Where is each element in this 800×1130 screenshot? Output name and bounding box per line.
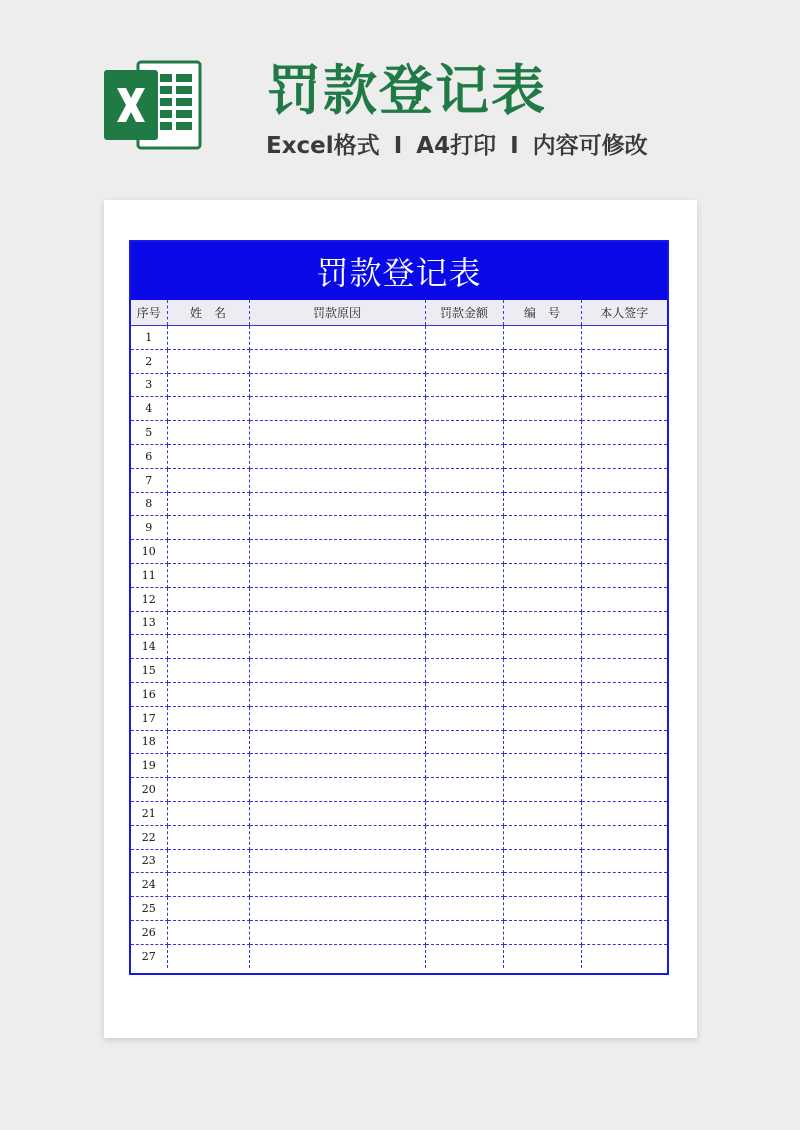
name-cell[interactable] xyxy=(167,659,249,683)
table-row xyxy=(131,897,667,921)
number-cell[interactable] xyxy=(503,349,581,373)
reason-cell[interactable] xyxy=(249,825,425,849)
table-frame xyxy=(129,240,669,975)
amount-cell[interactable] xyxy=(425,492,503,516)
row-index: 24 xyxy=(131,873,167,897)
reason-cell[interactable] xyxy=(249,754,425,778)
amount-cell[interactable] xyxy=(425,825,503,849)
table-row xyxy=(131,611,667,635)
row-index: 4 xyxy=(131,397,167,421)
number-cell[interactable] xyxy=(503,873,581,897)
number-cell[interactable] xyxy=(503,540,581,564)
page-title: 罚款登记表 xyxy=(267,59,547,122)
number-cell[interactable] xyxy=(503,706,581,730)
row-index: 7 xyxy=(131,468,167,492)
table-row xyxy=(131,635,667,659)
name-cell[interactable] xyxy=(167,492,249,516)
amount-cell[interactable] xyxy=(425,754,503,778)
amount-cell[interactable] xyxy=(425,682,503,706)
number-cell[interactable] xyxy=(503,421,581,445)
reason-cell[interactable] xyxy=(249,563,425,587)
signature-cell[interactable] xyxy=(581,563,667,587)
number-cell[interactable] xyxy=(503,659,581,683)
row-index: 2 xyxy=(131,349,167,373)
signature-cell[interactable] xyxy=(581,944,667,967)
name-cell[interactable] xyxy=(167,540,249,564)
name-cell[interactable] xyxy=(167,849,249,873)
reason-cell[interactable] xyxy=(249,801,425,825)
reason-cell[interactable] xyxy=(249,706,425,730)
signature-cell[interactable] xyxy=(581,754,667,778)
reason-cell[interactable] xyxy=(249,659,425,683)
row-index: 1 xyxy=(131,326,167,350)
number-cell[interactable] xyxy=(503,444,581,468)
signature-cell[interactable] xyxy=(581,897,667,921)
table-row xyxy=(131,540,667,564)
name-cell[interactable] xyxy=(167,326,249,350)
table-row xyxy=(131,516,667,540)
number-cell[interactable] xyxy=(503,587,581,611)
signature-cell[interactable] xyxy=(581,540,667,564)
amount-cell[interactable] xyxy=(425,421,503,445)
column-header-amount: 罚款金额 xyxy=(425,300,503,326)
amount-cell[interactable] xyxy=(425,944,503,967)
amount-cell[interactable] xyxy=(425,730,503,754)
name-cell[interactable] xyxy=(167,516,249,540)
name-cell[interactable] xyxy=(167,611,249,635)
name-cell[interactable] xyxy=(167,920,249,944)
reason-cell[interactable] xyxy=(249,920,425,944)
row-index: 14 xyxy=(131,635,167,659)
signature-cell[interactable] xyxy=(581,801,667,825)
row-index: 16 xyxy=(131,682,167,706)
register-table xyxy=(131,300,667,968)
page-subtitle xyxy=(266,127,648,160)
amount-cell[interactable] xyxy=(425,349,503,373)
signature-cell[interactable] xyxy=(581,587,667,611)
row-index: 6 xyxy=(131,444,167,468)
reason-cell[interactable] xyxy=(249,611,425,635)
signature-cell[interactable] xyxy=(581,373,667,397)
subtitle-separator: I xyxy=(393,133,403,159)
table-row xyxy=(131,373,667,397)
column-header-number: 编 号 xyxy=(503,300,581,326)
number-cell[interactable] xyxy=(503,730,581,754)
number-cell[interactable] xyxy=(503,920,581,944)
signature-cell[interactable] xyxy=(581,397,667,421)
reason-cell[interactable] xyxy=(249,397,425,421)
reason-cell[interactable] xyxy=(249,540,425,564)
reason-cell[interactable] xyxy=(249,421,425,445)
row-index: 3 xyxy=(131,373,167,397)
reason-cell[interactable] xyxy=(249,587,425,611)
amount-cell[interactable] xyxy=(425,635,503,659)
signature-cell[interactable] xyxy=(581,920,667,944)
reason-cell[interactable] xyxy=(249,849,425,873)
number-cell[interactable] xyxy=(503,635,581,659)
reason-cell[interactable] xyxy=(249,682,425,706)
amount-cell[interactable] xyxy=(425,326,503,350)
name-cell[interactable] xyxy=(167,349,249,373)
amount-cell[interactable] xyxy=(425,373,503,397)
amount-cell[interactable] xyxy=(425,516,503,540)
row-index: 25 xyxy=(131,897,167,921)
name-cell[interactable] xyxy=(167,778,249,802)
number-cell[interactable] xyxy=(503,373,581,397)
amount-cell[interactable] xyxy=(425,468,503,492)
table-row xyxy=(131,468,667,492)
table-row xyxy=(131,397,667,421)
number-cell[interactable] xyxy=(503,754,581,778)
amount-cell[interactable] xyxy=(425,563,503,587)
name-cell[interactable] xyxy=(167,421,249,445)
reason-cell[interactable] xyxy=(249,492,425,516)
name-cell[interactable] xyxy=(167,682,249,706)
subtitle-format: Excel格式 xyxy=(266,133,380,159)
excel-icon xyxy=(100,58,204,152)
name-cell[interactable] xyxy=(167,468,249,492)
subtitle-separator: I xyxy=(510,133,519,159)
reason-cell[interactable] xyxy=(249,635,425,659)
signature-cell[interactable] xyxy=(581,778,667,802)
number-cell[interactable] xyxy=(503,397,581,421)
row-index: 17 xyxy=(131,706,167,730)
signature-cell[interactable] xyxy=(581,682,667,706)
amount-cell[interactable] xyxy=(425,920,503,944)
signature-cell[interactable] xyxy=(581,492,667,516)
table-row xyxy=(131,730,667,754)
number-cell[interactable] xyxy=(503,492,581,516)
table-row xyxy=(131,706,667,730)
column-header-signature: 本人签字 xyxy=(581,300,667,326)
table-row xyxy=(131,659,667,683)
reason-cell[interactable] xyxy=(249,373,425,397)
column-header-index: 序号 xyxy=(131,300,167,326)
row-index: 22 xyxy=(131,825,167,849)
number-cell[interactable] xyxy=(503,468,581,492)
reason-cell[interactable] xyxy=(249,349,425,373)
signature-cell[interactable] xyxy=(581,706,667,730)
table-row xyxy=(131,778,667,802)
number-cell[interactable] xyxy=(503,611,581,635)
row-index: 10 xyxy=(131,540,167,564)
amount-cell[interactable] xyxy=(425,587,503,611)
table-row xyxy=(131,326,667,350)
table-row xyxy=(131,349,667,373)
table-row xyxy=(131,920,667,944)
row-index: 19 xyxy=(131,754,167,778)
amount-cell[interactable] xyxy=(425,611,503,635)
table-row xyxy=(131,563,667,587)
amount-cell[interactable] xyxy=(425,778,503,802)
name-cell[interactable] xyxy=(167,373,249,397)
row-index: 8 xyxy=(131,492,167,516)
number-cell[interactable] xyxy=(503,682,581,706)
row-index: 11 xyxy=(131,563,167,587)
number-cell[interactable] xyxy=(503,516,581,540)
table-row xyxy=(131,444,667,468)
table-row xyxy=(131,944,667,967)
subtitle-print: A4打印 xyxy=(416,133,497,159)
name-cell[interactable] xyxy=(167,944,249,967)
signature-cell[interactable] xyxy=(581,659,667,683)
table-row xyxy=(131,492,667,516)
table-row xyxy=(131,421,667,445)
amount-cell[interactable] xyxy=(425,849,503,873)
amount-cell[interactable] xyxy=(425,540,503,564)
name-cell[interactable] xyxy=(167,635,249,659)
row-index: 27 xyxy=(131,944,167,967)
page-header xyxy=(0,0,800,190)
reason-cell[interactable] xyxy=(249,468,425,492)
row-index: 20 xyxy=(131,778,167,802)
amount-cell[interactable] xyxy=(425,897,503,921)
table-header-row xyxy=(131,300,667,326)
table-row xyxy=(131,849,667,873)
column-header-reason: 罚款原因 xyxy=(249,300,425,326)
row-index: 5 xyxy=(131,421,167,445)
name-cell[interactable] xyxy=(167,873,249,897)
number-cell[interactable] xyxy=(503,801,581,825)
number-cell[interactable] xyxy=(503,326,581,350)
row-index: 21 xyxy=(131,801,167,825)
amount-cell[interactable] xyxy=(425,873,503,897)
name-cell[interactable] xyxy=(167,801,249,825)
name-cell[interactable] xyxy=(167,563,249,587)
signature-cell[interactable] xyxy=(581,849,667,873)
name-cell[interactable] xyxy=(167,397,249,421)
subtitle-editable: 内容可修改 xyxy=(532,133,648,159)
amount-cell[interactable] xyxy=(425,706,503,730)
name-cell[interactable] xyxy=(167,754,249,778)
name-cell[interactable] xyxy=(167,706,249,730)
row-index: 15 xyxy=(131,659,167,683)
table-row xyxy=(131,754,667,778)
number-cell[interactable] xyxy=(503,897,581,921)
signature-cell[interactable] xyxy=(581,873,667,897)
signature-cell[interactable] xyxy=(581,468,667,492)
name-cell[interactable] xyxy=(167,587,249,611)
sheet-preview xyxy=(104,200,697,1038)
signature-cell[interactable] xyxy=(581,444,667,468)
reason-cell[interactable] xyxy=(249,873,425,897)
reason-cell[interactable] xyxy=(249,444,425,468)
reason-cell[interactable] xyxy=(249,778,425,802)
name-cell[interactable] xyxy=(167,897,249,921)
number-cell[interactable] xyxy=(503,778,581,802)
name-cell[interactable] xyxy=(167,444,249,468)
signature-cell[interactable] xyxy=(581,611,667,635)
amount-cell[interactable] xyxy=(425,444,503,468)
signature-cell[interactable] xyxy=(581,730,667,754)
row-index: 23 xyxy=(131,849,167,873)
row-index: 18 xyxy=(131,730,167,754)
name-cell[interactable] xyxy=(167,825,249,849)
column-header-name: 姓 名 xyxy=(167,300,249,326)
reason-cell[interactable] xyxy=(249,326,425,350)
number-cell[interactable] xyxy=(503,825,581,849)
signature-cell[interactable] xyxy=(581,326,667,350)
reason-cell[interactable] xyxy=(249,897,425,921)
signature-cell[interactable] xyxy=(581,825,667,849)
table-row xyxy=(131,825,667,849)
reason-cell[interactable] xyxy=(249,730,425,754)
amount-cell[interactable] xyxy=(425,801,503,825)
table-row xyxy=(131,873,667,897)
reason-cell[interactable] xyxy=(249,516,425,540)
number-cell[interactable] xyxy=(503,563,581,587)
signature-cell[interactable] xyxy=(581,635,667,659)
row-index: 26 xyxy=(131,920,167,944)
table-row xyxy=(131,682,667,706)
signature-cell[interactable] xyxy=(581,421,667,445)
amount-cell[interactable] xyxy=(425,397,503,421)
name-cell[interactable] xyxy=(167,730,249,754)
number-cell[interactable] xyxy=(503,849,581,873)
row-index: 13 xyxy=(131,611,167,635)
reason-cell[interactable] xyxy=(249,944,425,967)
table-row xyxy=(131,801,667,825)
amount-cell[interactable] xyxy=(425,659,503,683)
table-row xyxy=(131,587,667,611)
table-title: 罚款登记表 xyxy=(131,242,667,300)
signature-cell[interactable] xyxy=(581,516,667,540)
signature-cell[interactable] xyxy=(581,349,667,373)
row-index: 9 xyxy=(131,516,167,540)
number-cell[interactable] xyxy=(503,944,581,967)
row-index: 12 xyxy=(131,587,167,611)
